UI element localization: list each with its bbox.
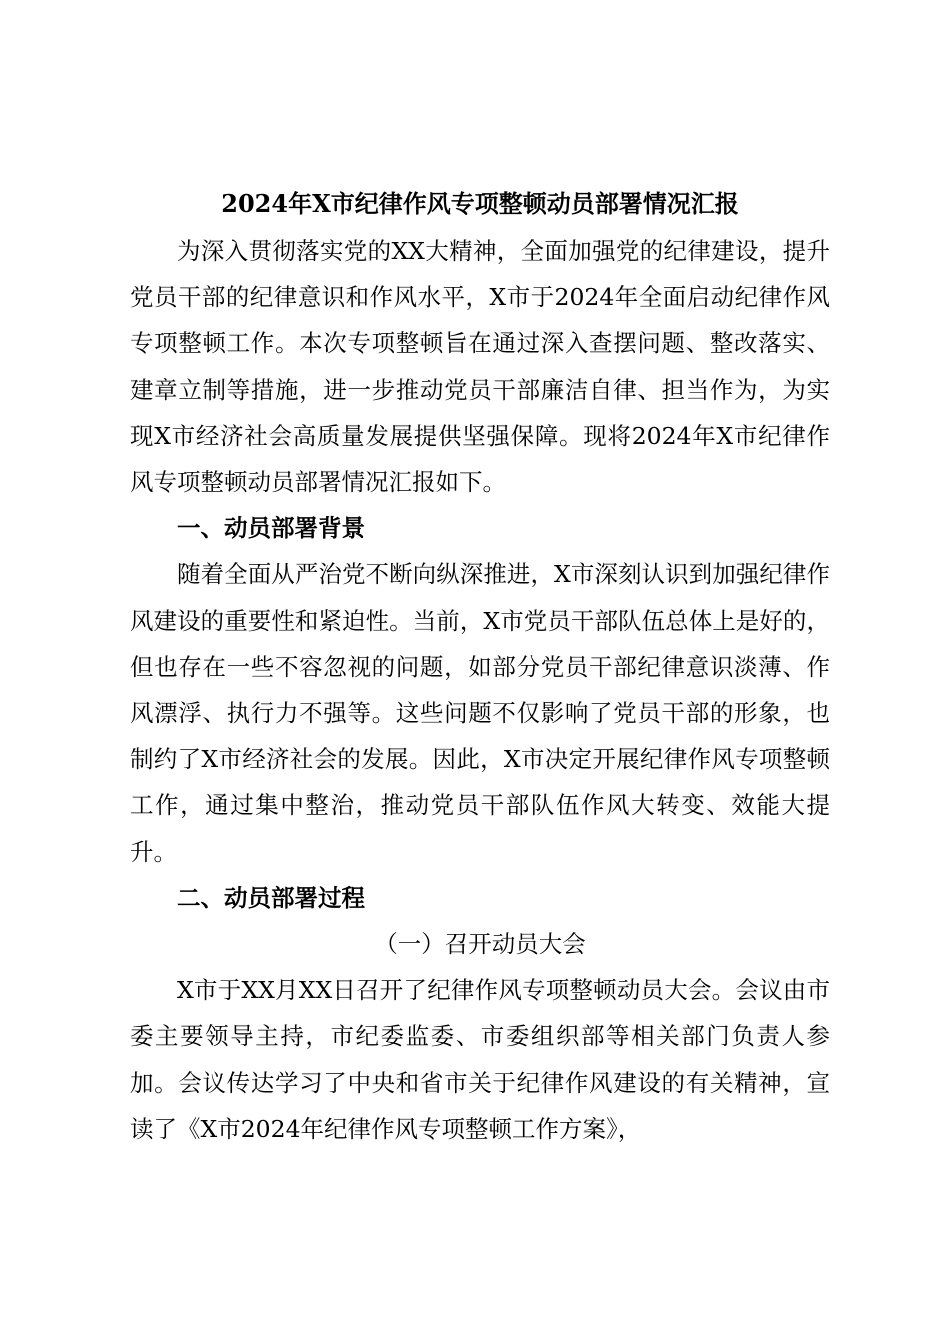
section-2-heading: 二、动员部署过程 (177, 883, 365, 912)
section-1-heading: 一、动员部署背景 (177, 514, 365, 543)
document-body (130, 228, 830, 1152)
section-1-paragraph: 随着全面从严治党不断向纵深推进，X市深刻认识到加强纪律作风建设的重要性和紧迫性。当前，X市党员干部队伍总体上是好的，但也存在一些不容忽视的问题，如部分党员干部纪律意识淡薄、作风漂浮、执行力不强等。这些问题不仅影响了党员干部的形象，也制约了X市经济社会的发展。因此，X市决定开展纪律作风专项整顿工作，通过集中整治，推动党员干部队伍作风大转变、效能大提升。 (130, 560, 830, 866)
document-title: 2024年X市纪律作风专项整顿动员部署情况汇报 (221, 189, 739, 218)
intro-paragraph: 为深入贯彻落实党的XX大精神，全面加强党的纪律建设，提升党员干部的纪律意识和作风水平，X市于2024年全面启动纪律作风专项整顿工作。本次专项整顿旨在通过深入查摆问题、整改落实、建章立制等措施，进一步推动党员干部廉洁自律、担当作为，为实现X市经济社会高质量发展提供坚强保障。现将2024年X市纪律作风专项整顿动员部署情况汇报如下。 (130, 237, 830, 497)
section-2-subheading: （一）召开动员大会 (374, 930, 586, 959)
section-2-paragraph: X市于XX月XX日召开了纪律作风专项整顿动员大会。会议由市委主要领导主持，市纪委监委、市委组织部等相关部门负责人参加。会议传达学习了中央和省市关于纪律作风建设的有关精神，宣读了《X市2024年纪律作风专项整顿工作方案》， (130, 976, 830, 1143)
